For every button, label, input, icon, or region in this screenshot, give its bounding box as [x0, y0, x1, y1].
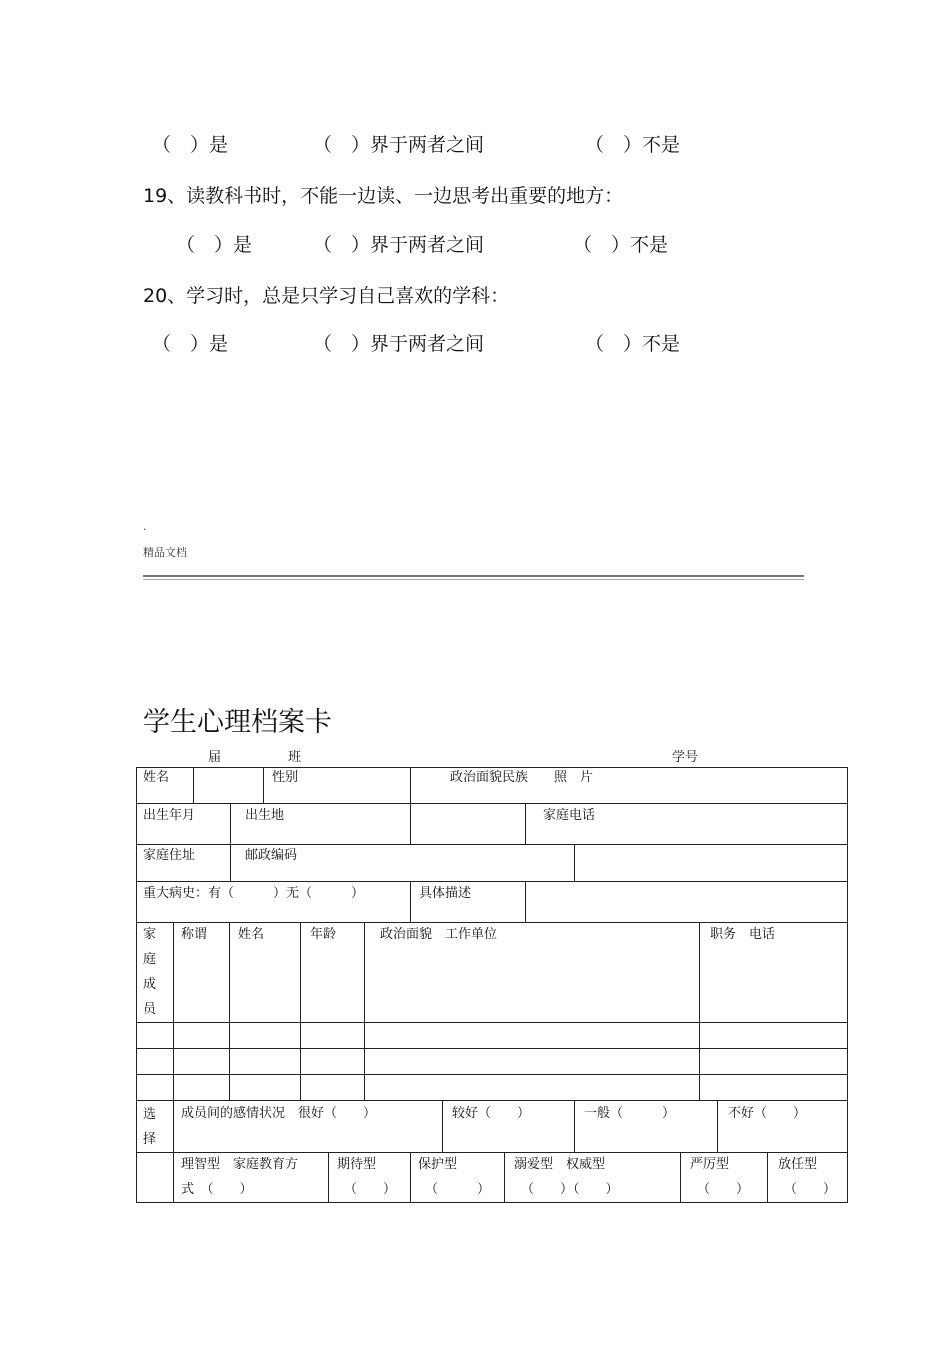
col-name: 姓名: [238, 927, 265, 942]
footer-divider-thin: [143, 579, 804, 580]
col-age: 年龄: [310, 927, 337, 942]
label-birthplace: 出生地: [245, 808, 285, 823]
label-description: 具体描述: [419, 886, 472, 901]
edu-protective[interactable]: 保护型: [418, 1157, 458, 1172]
label-postcode: 邮政编码: [245, 848, 298, 863]
edu-permissive-mark[interactable]: （ ）: [784, 1182, 837, 1197]
card-title: 学生心理档案卡: [143, 707, 332, 738]
label-name: 姓名: [143, 770, 170, 785]
label-gender: 性别: [272, 770, 299, 785]
edu-strict[interactable]: 严厉型: [690, 1157, 730, 1172]
header-xuehao: 学号: [672, 750, 699, 765]
col-job-phone: 职务 电话: [710, 927, 776, 942]
header-jie: 届: [208, 750, 222, 765]
footer-dot: .: [143, 520, 147, 533]
label-photo: 照 片: [554, 770, 594, 785]
footer-divider: [143, 575, 804, 577]
label-address: 家庭住址: [143, 848, 196, 863]
q18-option-between[interactable]: （ ）界于两者之间: [313, 134, 485, 156]
q19-option-yes[interactable]: （ ）是: [176, 234, 253, 256]
question-19: 19、读教科书时，不能一边读、一边思考出重要的地方：: [143, 185, 624, 207]
edu-strict-mark[interactable]: （ ）: [697, 1182, 750, 1197]
relation-very-good[interactable]: 成员间的感情状况 很好（ ）: [181, 1106, 377, 1121]
col-political-work: 政治面貌 工作单位: [380, 927, 498, 942]
col-relation: 称谓: [181, 927, 208, 942]
q18-option-yes[interactable]: （ ）是: [152, 134, 229, 156]
relation-good[interactable]: 较好（ ）: [452, 1106, 531, 1121]
label-birth-date: 出生年月: [143, 808, 196, 823]
edu-protective-mark[interactable]: （ ）: [425, 1182, 491, 1197]
edu-doting-authoritative-mark[interactable]: （ ）（ ）: [521, 1182, 619, 1197]
relation-bad[interactable]: 不好（ ）: [728, 1106, 807, 1121]
q20-option-yes[interactable]: （ ）是: [152, 333, 229, 355]
q18-option-no[interactable]: （ ）不是: [585, 134, 681, 156]
q19-option-between[interactable]: （ ）界于两者之间: [313, 234, 485, 256]
edu-rational[interactable]: 理智型 家庭教育方: [181, 1157, 299, 1172]
header-ban: 班: [288, 750, 302, 765]
footer-label: 精品文档: [143, 546, 187, 559]
q20-option-no[interactable]: （ ）不是: [585, 333, 681, 355]
label-political-ethnic: 政治面貌民族: [450, 770, 529, 785]
edu-doting-authoritative[interactable]: 溺爱型 权威型: [514, 1157, 606, 1172]
q20-option-between[interactable]: （ ）界于两者之间: [313, 333, 485, 355]
edu-expectant[interactable]: 期待型: [337, 1157, 377, 1172]
question-20: 20、学习时，总是只学习自己喜欢的学科：: [143, 285, 510, 307]
label-family-members: 家庭成员: [143, 927, 157, 1017]
q19-option-no[interactable]: （ ）不是: [573, 234, 669, 256]
label-illness-history: 重大病史：有（ ）无（ ）: [143, 886, 365, 901]
label-home-phone: 家庭电话: [543, 808, 596, 823]
label-select: 选择: [143, 1107, 157, 1147]
edu-permissive[interactable]: 放任型: [778, 1157, 818, 1172]
relation-normal[interactable]: 一般（ ）: [584, 1106, 676, 1121]
edu-rational-mark[interactable]: 式 （ ）: [181, 1182, 253, 1197]
edu-expectant-mark[interactable]: （ ）: [344, 1182, 397, 1197]
